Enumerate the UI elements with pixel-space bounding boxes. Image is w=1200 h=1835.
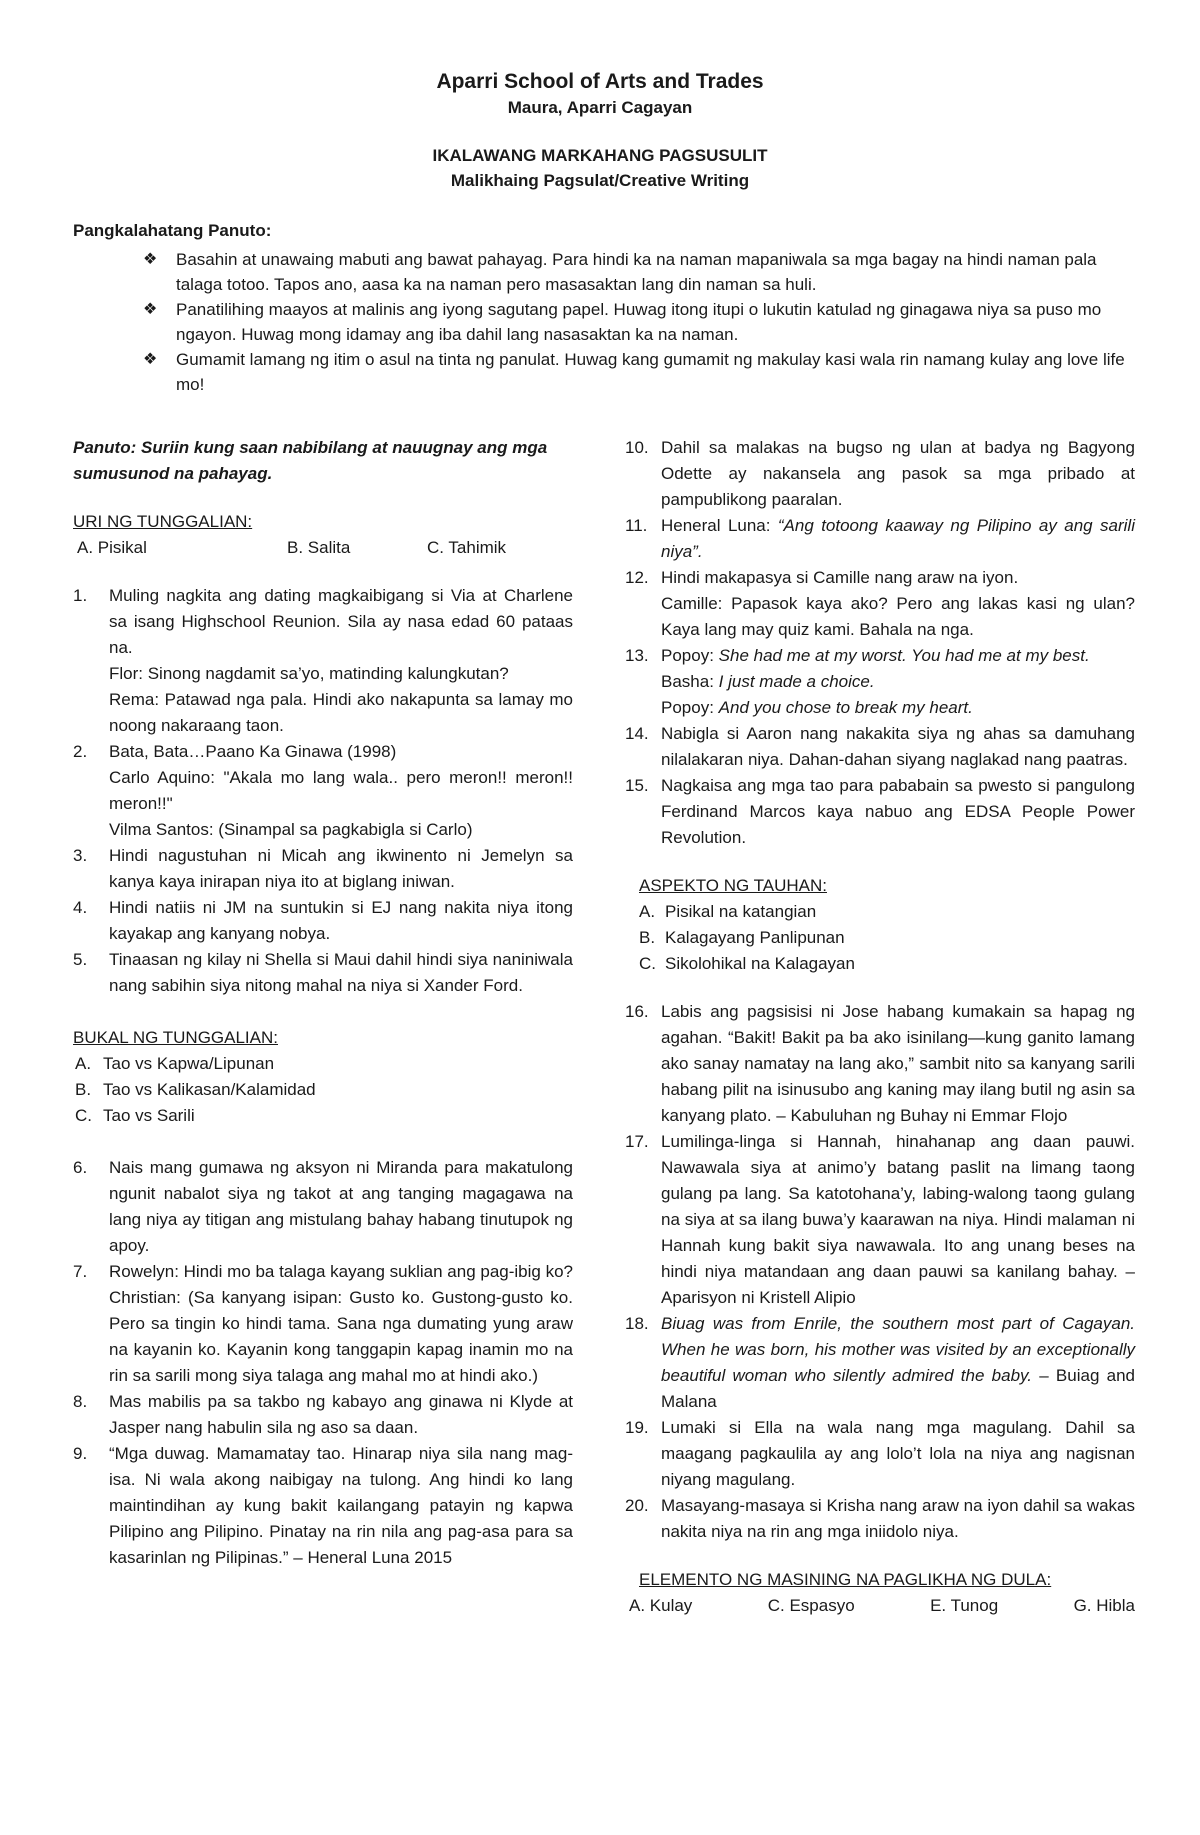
question-7: 7. Rowelyn: Hindi mo ba talaga kayang suklian ang pag-ibig ko? Christian: (Sa kanyang isipan: Gusto ko. Gustong-gusto ko. Pero sa tingin ko hindi tama. Sana nga dumating yung araw na kayanin ko. Kayanin kong tanggapin kapag inamin mo na rin sa sarili mong siya talaga ang mahal mo at hindi ako.) bbox=[73, 1262, 574, 1385]
question-20: 20. Masayang-masaya si Krisha nang araw na iyon dahil sa wakas nakita niya na rin ang mga iniidolo niya. bbox=[625, 1496, 1135, 1541]
option-b: B. Salita bbox=[287, 538, 351, 557]
question-15: 15. Nagkaisa ang mga tao para pababain sa pwesto si pangulong Ferdinand Marcos kaya nabuo ang EDSA People Power Revolution. bbox=[625, 776, 1135, 847]
uri-ng-tunggalian-heading: URI NG TUNGGALIAN: bbox=[73, 512, 253, 531]
bukal-ng-tunggalian-heading: BUKAL NG TUNGGALIAN: bbox=[73, 1028, 278, 1047]
section-instruction: Panuto: Suriin kung saan nabibilang at nauugnay ang mga sumusunod na pahayag. bbox=[73, 438, 548, 483]
question-10: 10. Dahil sa malakas na bugso ng ulan at badya ng Bagyong Odette ay nakansela ang pasok sa mga pribado at pampublikong paaralan. bbox=[625, 438, 1135, 509]
question-8: 8. Mas mabilis pa sa takbo ng kabayo ang ginawa ni Klyde at Jasper nang habulin sila ng aso sa daan. bbox=[73, 1392, 573, 1437]
diamond-bullet-icon: ❖ bbox=[143, 251, 158, 268]
aspekto-ng-tauhan-heading: ASPEKTO NG TAUHAN: bbox=[639, 876, 827, 895]
general-instruction-item: ❖ Basahin at unawaing mabuti ang bawat pahayag. Para hindi ka na naman mapaniwala sa mga bagay na hindi naman pala talaga totoo. Tapos ano, aasa ka na naman pero masasaktan lang din naman sa huli. bbox=[73, 247, 1133, 297]
question-2: 2. Bata, Bata…Paano Ka Ginawa (1998) Carlo Aquino: "Akala mo lang wala.. pero meron!! meron!! meron!!" Vilma Santos: (Sinampal sa pagkabigla si Carlo) bbox=[73, 742, 573, 839]
school-location: Maura, Aparri Cagayan bbox=[507, 98, 693, 117]
bukal-options bbox=[73, 1051, 573, 1129]
option-g: G. Hibla bbox=[1073, 1596, 1135, 1615]
question-1: 1. Muling nagkita ang dating magkaibigang si Via at Charlene sa isang Highschool Reunion. Sila ay nasa edad 60 pataas na. Flor: Sinong nagdamit sa’yo, matinding kalungkutan? Rema: Patawad nga pala. Hindi ako nakapunta sa lamay mo noong nakaraang taon. bbox=[73, 586, 573, 735]
option-a: A. Kulay bbox=[629, 1596, 693, 1615]
general-instructions-title: Pangkalahatang Panuto: bbox=[73, 221, 272, 240]
option-a: A. Pisikal na katangian bbox=[639, 902, 817, 921]
left-column bbox=[73, 435, 573, 1571]
elemento-options bbox=[625, 1593, 1135, 1619]
right-column bbox=[625, 435, 1135, 1619]
question-6: 6. Nais mang gumawa ng aksyon ni Miranda para makatulong ngunit nabalot siya ng takot at ang tanging magagawa na lang niya ay titigan ang mistulang bahay habang tinutupok ng apoy. bbox=[73, 1158, 573, 1255]
option-c: C. Tao vs Sarili bbox=[75, 1106, 195, 1125]
question-13: 13. Popoy: She had me at my worst. You had me at my best. Basha: I just made a choice. Popoy: And you chose to break my heart. bbox=[625, 646, 1090, 717]
option-a: A. Tao vs Kapwa/Lipunan bbox=[75, 1054, 275, 1073]
question-4: 4. Hindi natiis ni JM na suntukin si EJ nang nakita niya itong kayakap ang kanyang nobya. bbox=[73, 898, 573, 943]
question-14: 14. Nabigla si Aaron nang nakakita siya ng ahas sa damuhang nilalakaran niya. Dahan-dahan siyang naglakad nang paatras. bbox=[625, 724, 1135, 769]
school-name: Aparri School of Arts and Trades bbox=[436, 70, 764, 93]
general-instruction-item: ❖ Gumamit lamang ng itim o asul na tinta ng panulat. Huwag kang gumamit ng makulay kasi wala rin namang kulay ang love life mo! bbox=[73, 347, 1133, 397]
elemento-heading: ELEMENTO NG MASINING NA PAGLIKHA NG DULA: bbox=[639, 1570, 1052, 1589]
question-9: 9. “Mga duwag. Mamamatay tao. Hinarap niya sila nang mag-isa. Ni wala akong naibigay na tulong. Ang hindi ko lang maintindihan ay kung bakit kailangang patayin ng kapwa Pilipino ang Pilipino. Pinatay na rin nila ang pag-asa para sa kasarinlan ng Pilipinas.” – Heneral Luna 2015 bbox=[73, 1444, 573, 1567]
option-a: A. Pisikal bbox=[77, 538, 147, 557]
uri-options bbox=[73, 535, 573, 561]
question-5: 5. Tinaasan ng kilay ni Shella si Maui dahil hindi siya naniniwala nang sabihin siya nitong mahal na niya si Xander Ford. bbox=[73, 950, 573, 995]
question-3: 3. Hindi nagustuhan ni Micah ang ikwinento ni Jemelyn sa kanya kaya inirapan niya ito at biglang iniwan. bbox=[73, 846, 573, 891]
option-c: C. Espasyo bbox=[767, 1596, 855, 1615]
general-instruction-item: ❖ Panatilihing maayos at malinis ang iyong sagutang papel. Huwag itong itupi o lukutin katulad ng ginagawa niya sa puso mo ngayon. Huwag mong idamay ang iba dahil lang nasasaktan ka na naman. bbox=[73, 297, 1133, 347]
question-19: 19. Lumaki si Ella na wala nang mga magulang. Dahil sa maagang pagkaulila ay ang lolo’t lola na niya ang nagisnan niyang magulang. bbox=[625, 1418, 1135, 1489]
exam-title: IKALAWANG MARKAHANG PAGSUSULIT bbox=[432, 146, 768, 165]
aspekto-options bbox=[625, 899, 1135, 977]
option-b: B. Tao vs Kalikasan/Kalamidad bbox=[75, 1080, 316, 1099]
diamond-bullet-icon: ❖ bbox=[143, 351, 158, 368]
general-instructions bbox=[73, 218, 1133, 397]
question-11: 11. Heneral Luna: “Ang totoong kaaway ng Pilipino ay ang sarili niya”. bbox=[625, 516, 1135, 561]
question-18: 18. Biuag was from Enrile, the southern most part of Cagayan. When he was born, his mother was visited by an exceptionally beautiful woman who silently admired the baby. – Buiag and Malana bbox=[625, 1314, 1135, 1411]
option-c: C. Tahimik bbox=[427, 538, 507, 557]
option-e: E. Tunog bbox=[930, 1596, 999, 1615]
option-b: B. Kalagayang Panlipunan bbox=[639, 928, 845, 947]
option-c: C. Sikolohikal na Kalagayan bbox=[639, 954, 855, 973]
question-17: 17. Lumilinga-linga si Hannah, hinahanap ang daan pauwi. Nawawala siya at animo’y batang paslit na limang taong gulang pa lang. Sa katotohana’y, labing-walong taong gulang na siya at sa ilang buwa’y kaarawan na niya. Hindi malaman ni Hannah kung bakit siya nawawala. Ito ang unang beses na hindi niya matandaan ang daan pauwi sa kanilang bahay. – Aparisyon ni Kristell Alipio bbox=[625, 1132, 1135, 1307]
question-16: 16. Labis ang pagsisisi ni Jose habang kumakain sa hapag ng agahan. “Bakit! Bakit pa ba ako isinilang—kung ganito lamang ako sanay namatay na lang ako,” sambit nito sa kanyang sarili habang pilit na isinusubo ang kaning may ilang butil ng asin sa kanyang plato. – Kabuluhan ng Buhay ni Emmar Flojo bbox=[625, 1002, 1135, 1125]
subject-title: Malikhaing Pagsulat/Creative Writing bbox=[450, 171, 750, 190]
question-12: 12. Hindi makapasya si Camille nang araw na iyon. Camille: Papasok kaya ako? Pero ang lakas kasi ng ulan? Kaya lang may quiz kami. Bahala na nga. bbox=[625, 568, 1135, 639]
diamond-bullet-icon: ❖ bbox=[143, 301, 158, 318]
